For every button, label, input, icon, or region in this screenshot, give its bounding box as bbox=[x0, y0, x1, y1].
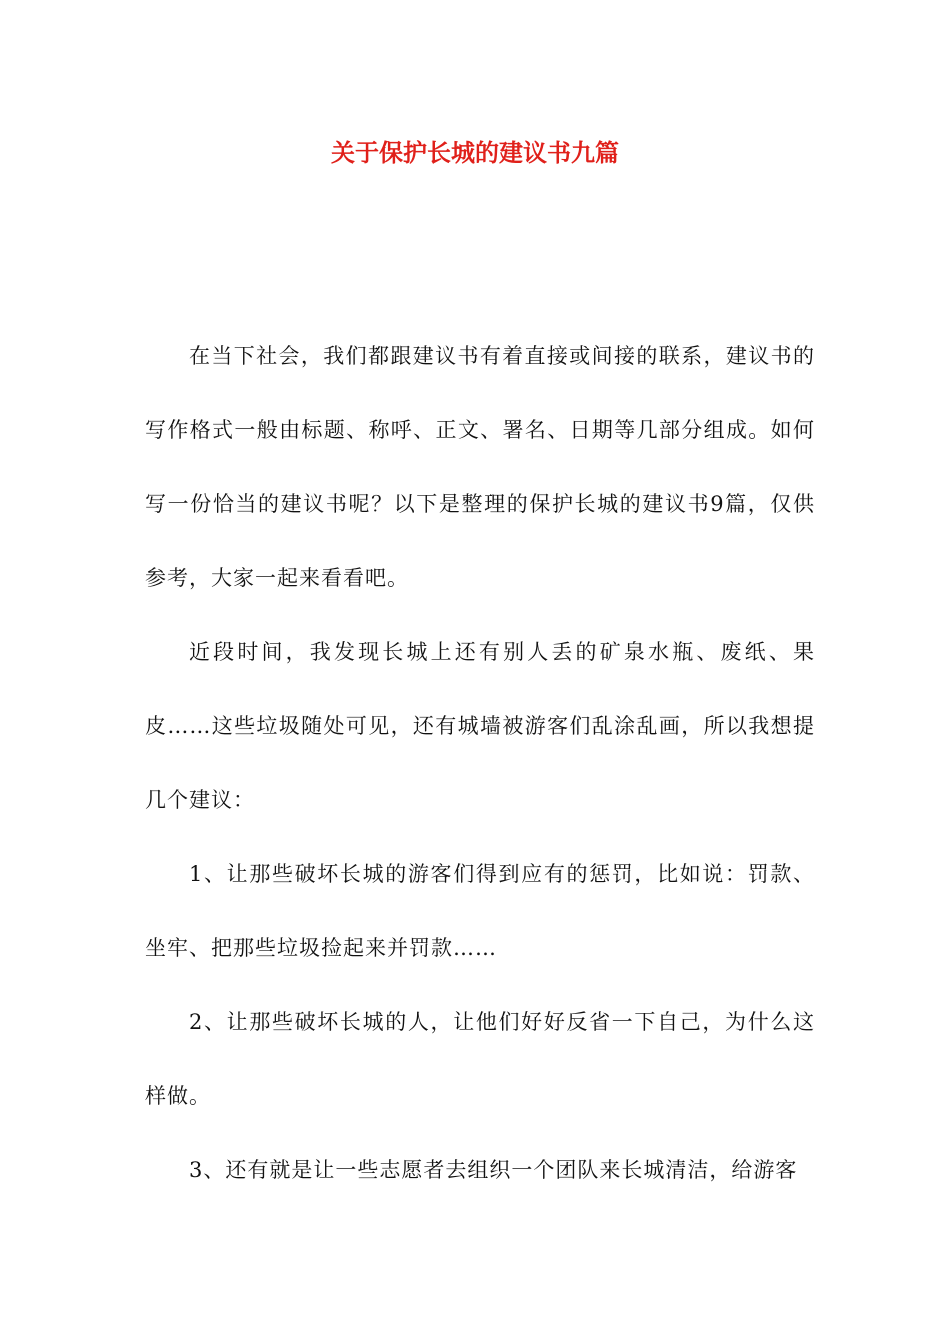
paragraph-suggestion-3: 3、还有就是让一些志愿者去组织一个团队来长城清洁，给游客 bbox=[189, 1158, 798, 1182]
document-title: 关于保护长城的建议书九篇 bbox=[331, 138, 619, 167]
paragraph-observation: 近段时间，我发现长城上还有别人丢的矿泉水瓶、废纸、果皮……这些垃圾随处可见，还有城墙被游客们乱涂乱画，所以我想提几个建议： bbox=[145, 640, 815, 812]
document-body bbox=[145, 319, 815, 1207]
paragraph-intro: 在当下社会，我们都跟建议书有着直接或间接的联系，建议书的写作格式一般由标题、称呼、正文、署名、日期等几部分组成。如何写一份恰当的建议书呢？以下是整理的保护长城的建议书9篇，仅供参考，大家一起来看看吧。 bbox=[145, 344, 815, 590]
paragraph-suggestion-2: 2、让那些破坏长城的人，让他们好好反省一下自己，为什么这样做。 bbox=[145, 1010, 815, 1108]
paragraph-suggestion-1: 1、让那些破坏长城的游客们得到应有的惩罚，比如说：罚款、坐牢、把那些垃圾捡起来并罚款…… bbox=[145, 862, 815, 960]
